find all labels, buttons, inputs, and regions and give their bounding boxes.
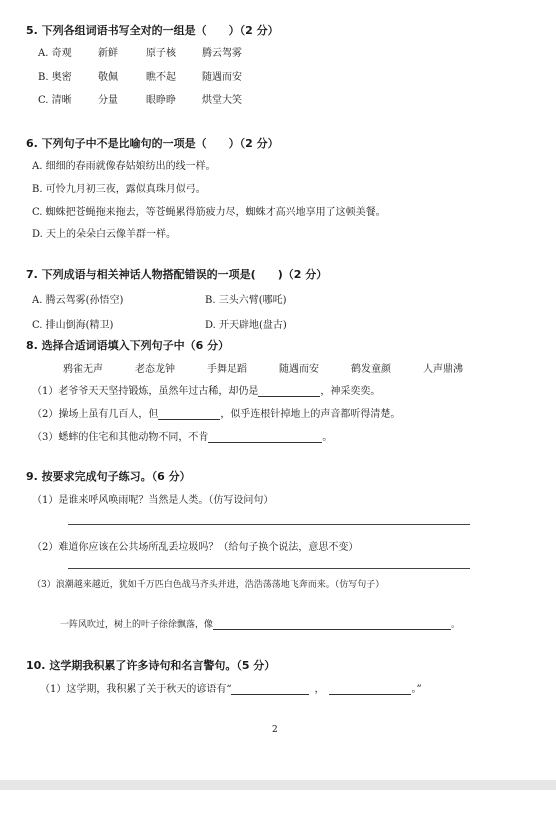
page-gap bbox=[0, 780, 556, 790]
q7-option-c: C. 排山倒海(精卫) bbox=[32, 320, 114, 331]
q8-word-bank bbox=[63, 360, 463, 375]
q5-option-a: A. 奇观 新鲜 原子核 腾云驾雾 bbox=[38, 48, 242, 59]
answer-blank[interactable] bbox=[329, 683, 411, 695]
q6-option-a: A. 细细的春雨就像春姑娘纺出的线一样。 bbox=[32, 161, 216, 172]
q8-word: 鹤发童颜 bbox=[351, 364, 391, 375]
q10-title: 10. 这学期我积累了许多诗句和名言警句。（5 分） bbox=[26, 659, 276, 672]
q5-title: 5. 下列各组词语书写全对的一组是（ ）（2 分） bbox=[26, 24, 279, 37]
q6-option-b: B. 可怜九月初三夜，露似真珠月似弓。 bbox=[32, 184, 206, 195]
page-number: 2 bbox=[272, 725, 278, 735]
q9-sentence-3: （3）浪潮越来越近，犹如千万匹白色战马齐头并进，浩浩荡荡地飞奔而来。（仿写句子） bbox=[32, 580, 385, 590]
q8-word: 鸦雀无声 bbox=[63, 364, 103, 375]
answer-blank[interactable] bbox=[158, 408, 220, 420]
q8-sentence-3: （3）蟋蟀的住宅和其他动物不同，不肯 。 bbox=[32, 432, 333, 443]
q8-word: 随遇而安 bbox=[279, 364, 319, 375]
q9-title: 9. 按要求完成句子练习。（6 分） bbox=[26, 470, 191, 483]
q8-word: 人声鼎沸 bbox=[423, 364, 463, 375]
q8-title: 8. 选择合适词语填入下列句子中（6 分） bbox=[26, 339, 230, 352]
q10-sentence-1: （1）这学期，我积累了关于秋天的谚语有“ ， 。” bbox=[40, 684, 422, 695]
q8-sentence-2: （2）操场上虽有几百人，但 ，似乎连根针掉地上的声音都听得清楚。 bbox=[32, 409, 401, 420]
q6-option-c: C. 蜘蛛把苍蝇拖来拖去，等苍蝇累得筋疲力尽，蜘蛛才高兴地享用了这顿美餐。 bbox=[32, 207, 386, 218]
answer-blank[interactable] bbox=[208, 431, 322, 443]
answer-line[interactable] bbox=[68, 568, 470, 569]
q6-title: 6. 下列句子中不是比喻句的一项是（ ）（2 分） bbox=[26, 137, 279, 150]
q9-sentence-1: （1）是谁来呼风唤雨呢？当然是人类。（仿写设问句） bbox=[32, 495, 274, 506]
answer-blank[interactable] bbox=[258, 385, 320, 397]
q7-title: 7. 下列成语与相关神话人物搭配错误的一项是( )（2 分） bbox=[26, 268, 328, 281]
q6-option-d: D. 天上的朵朵白云像羊群一样。 bbox=[32, 229, 177, 240]
next-page-top bbox=[0, 790, 556, 828]
q8-word: 手舞足蹈 bbox=[207, 364, 247, 375]
q7-option-d: D. 开天辟地(盘古) bbox=[205, 320, 287, 331]
q7-option-b: B. 三头六臂(哪吒) bbox=[205, 295, 287, 306]
answer-blank[interactable] bbox=[231, 683, 309, 695]
q9-sentence-2: （2）难道你应该在公共场所乱丢垃圾吗？（给句子换个说法，意思不变） bbox=[32, 542, 359, 553]
q5-option-c: C. 清晰 分量 眼睁睁 烘堂大笑 bbox=[38, 95, 242, 106]
q8-word: 老态龙钟 bbox=[135, 364, 175, 375]
answer-blank[interactable] bbox=[213, 619, 451, 630]
q5-option-b: B. 奥密 敬佩 瞧不起 随遇而安 bbox=[38, 72, 242, 83]
q8-sentence-1: （1）老爷爷天天坚持锻炼，虽然年过古稀，却仍是 ，神采奕奕。 bbox=[32, 386, 381, 397]
q7-option-a: A. 腾云驾雾(孙悟空) bbox=[32, 295, 124, 306]
q9-sentence-3-prompt: 一阵风吹过，树上的叶子徐徐飘落，像 。 bbox=[60, 620, 461, 630]
answer-line[interactable] bbox=[68, 524, 470, 525]
